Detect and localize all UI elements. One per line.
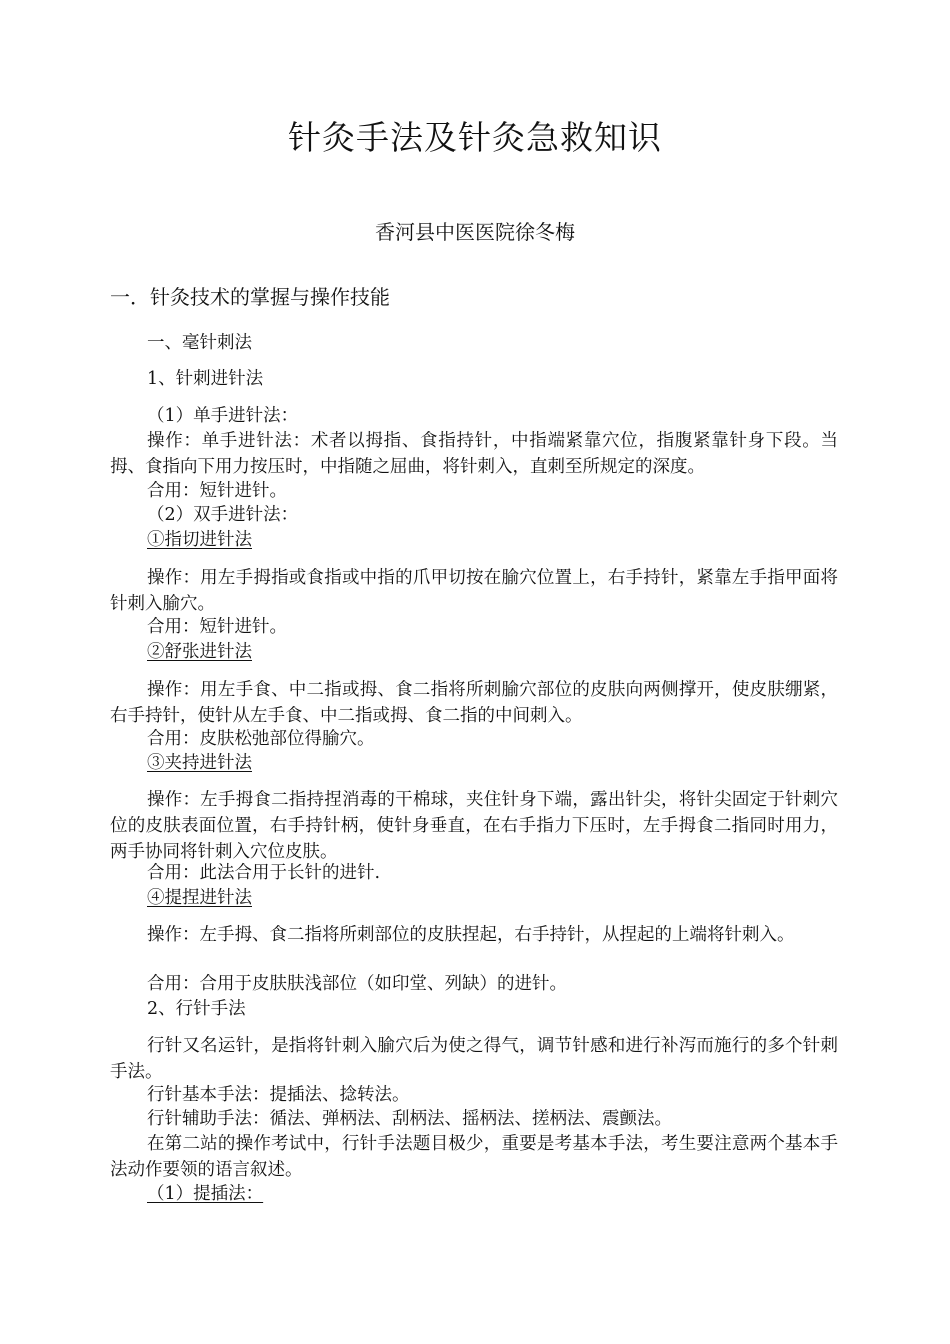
method-4-heading: ④提捏进针法	[147, 888, 252, 908]
method-1-operation: 操作：用左手拇指或食指或中指的爪甲切按在腧穴位置上，右手持针，紧靠左手指甲面将针刺入腧穴。	[110, 568, 838, 614]
double-hand-heading: （2）双手进针法：	[147, 505, 299, 525]
method-1-usage: 合用：短针进针。	[147, 617, 287, 637]
method-4-usage: 合用：合用于皮肤肤浅部位（如印堂、列缺）的进针。	[147, 974, 567, 994]
subheading-needling: 一、毫针刺法	[147, 333, 252, 353]
method-3-heading: ③夹持进针法	[147, 753, 252, 773]
method-3-usage: 合用：此法合用于长针的进针.	[147, 863, 381, 883]
manipulation-intro: 行针又名运针，是指将针刺入腧穴后为使之得气，调节针感和进行补泻而施行的多个针刺手法。	[110, 1036, 838, 1082]
method-2-operation: 操作：用左手食、中二指或拇、食二指将所刺腧穴部位的皮肤向两侧撑开，使皮肤绷紧，右手持针，使针从左手食、中二指或拇、食二指的中间刺入。	[110, 680, 838, 726]
method-2-usage: 合用：皮肤松弛部位得腧穴。	[147, 729, 375, 749]
method-2-heading: ②舒张进针法	[147, 642, 252, 662]
method-4-operation: 操作：左手拇、食二指将所刺部位的皮肤捏起，右手持针，从捏起的上端将针刺入。	[147, 925, 795, 945]
lifting-thrusting-heading: （1）提插法：	[147, 1184, 264, 1204]
section-heading: 一．针灸技术的掌握与操作技能	[110, 285, 390, 309]
single-hand-operation: 操作：单手进针法：术者以拇指、食指持针，中指端紧靠穴位，指腹紧靠针身下段。当拇、食指向下用力按压时，中指随之屈曲，将针刺入，直刺至所规定的深度。	[110, 431, 838, 477]
exam-note: 在第二站的操作考试中，行针手法题目极少，重要是考基本手法，考生要注意两个基本手法动作要领的语言叙述。	[110, 1134, 838, 1180]
single-hand-heading: （1）单手进针法：	[147, 406, 299, 426]
subheading-manipulation: 2、行针手法	[147, 999, 246, 1019]
auxiliary-manipulation: 行针辅助手法：循法、弹柄法、刮柄法、摇柄法、搓柄法、震颤法。	[147, 1109, 672, 1129]
basic-manipulation: 行针基本手法：提插法、捻转法。	[147, 1085, 410, 1105]
method-1-heading: ①指切进针法	[147, 530, 252, 550]
single-hand-usage: 合用：短针进针。	[147, 481, 287, 501]
author-line: 香河县中医医院徐冬梅	[375, 220, 575, 244]
document-title: 针灸手法及针灸急救知识	[288, 118, 662, 157]
subheading-insertion: 1、针刺进针法	[147, 369, 264, 389]
method-3-operation: 操作：左手拇食二指持捏消毒的干棉球，夹住针身下端，露出针尖，将针尖固定于针刺穴位的皮肤表面位置，右手持针柄，使针身垂直，在右手指力下压时，左手拇食二指同时用力，两手协同将针刺入穴位皮肤。	[110, 790, 838, 862]
